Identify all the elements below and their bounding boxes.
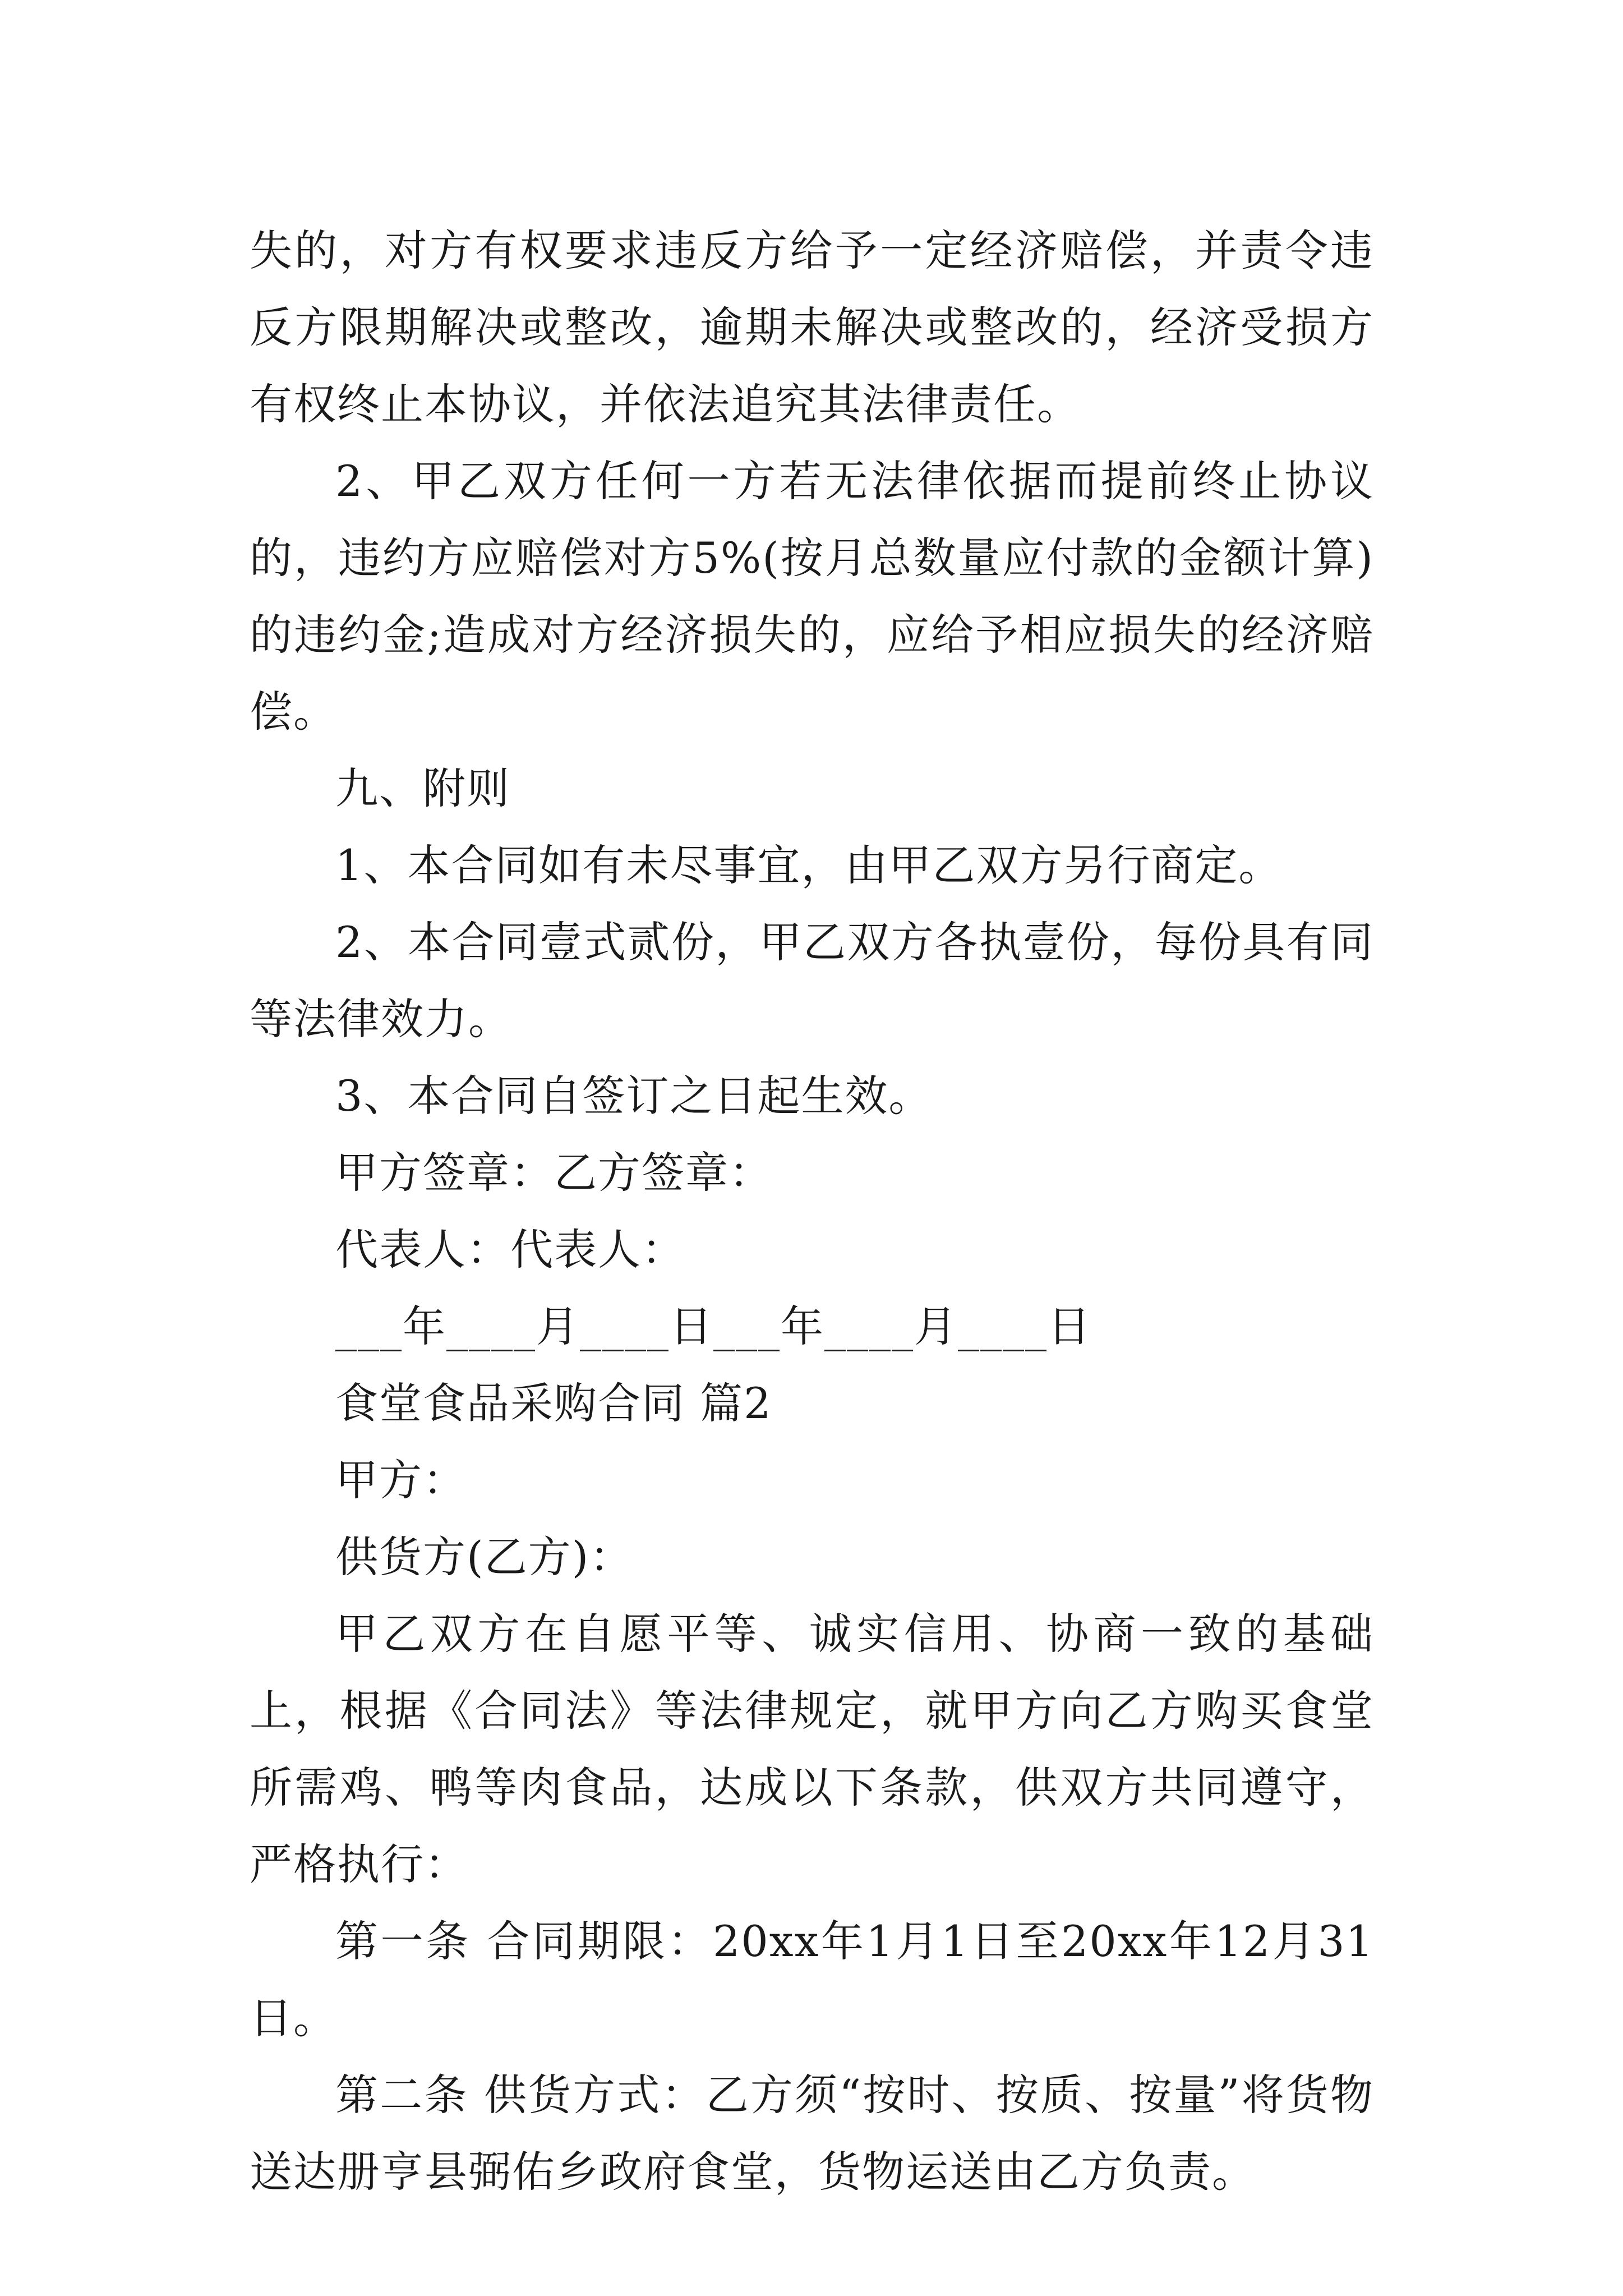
paragraph-appendix-2: 2、本合同壹式贰份，甲乙双方各执壹份，每份具有同等法律效力。 <box>250 917 1374 1044</box>
paragraph-breach-compensation: 失的，对方有权要求违反方给予一定经济赔偿，并责令违反方限期解决或整改，逾期未解决或整改的，经济受损方有权终止本协议，并依法追究其法律责任。 <box>250 226 1374 429</box>
signature-line: 甲方签章：乙方签章： <box>335 1148 773 1198</box>
article-1-term: 第一条 合同期限：20xx年1月1日至20xx年12月31日。 <box>250 1916 1374 2043</box>
paragraph-appendix-3: 3、本合同自签订之日起生效。 <box>335 1071 933 1121</box>
supplier-line: 供货方(乙方)： <box>335 1532 634 1582</box>
paragraph-appendix-1: 1、本合同如有未尽事宜，由甲乙双方另行商定。 <box>335 840 1283 890</box>
document-body <box>250 212 1374 2210</box>
section-heading-appendix: 九、附则 <box>335 763 510 813</box>
paragraph-early-termination: 2、甲乙双方任何一方若无法律依据而提前终止协议的，违约方应赔偿对方5%(按月总数量应付款的金额计算)的违约金;造成对方经济损失的，应给予相应损失的经济赔偿。 <box>250 456 1374 737</box>
party-a-line: 甲方： <box>335 1455 467 1505</box>
article-2-supply-method: 第二条 供货方式：乙方须“按时、按质、按量”将货物送达册亨县弼佑乡政府食堂，货物运送由乙方负责。 <box>250 2070 1374 2197</box>
paragraph-preamble: 甲乙双方在自愿平等、诚实信用、协商一致的基础上，根据《合同法》等法律规定，就甲方向乙方购买食堂所需鸡、鸭等肉食品，达成以下条款，供双方共同遵守，严格执行： <box>250 1609 1374 1889</box>
contract-title-part2: 食堂食品采购合同 篇2 <box>335 1378 772 1428</box>
representative-line: 代表人：代表人： <box>335 1225 685 1274</box>
date-line: ___年____月____日___年____月____日 <box>335 1301 1091 1351</box>
